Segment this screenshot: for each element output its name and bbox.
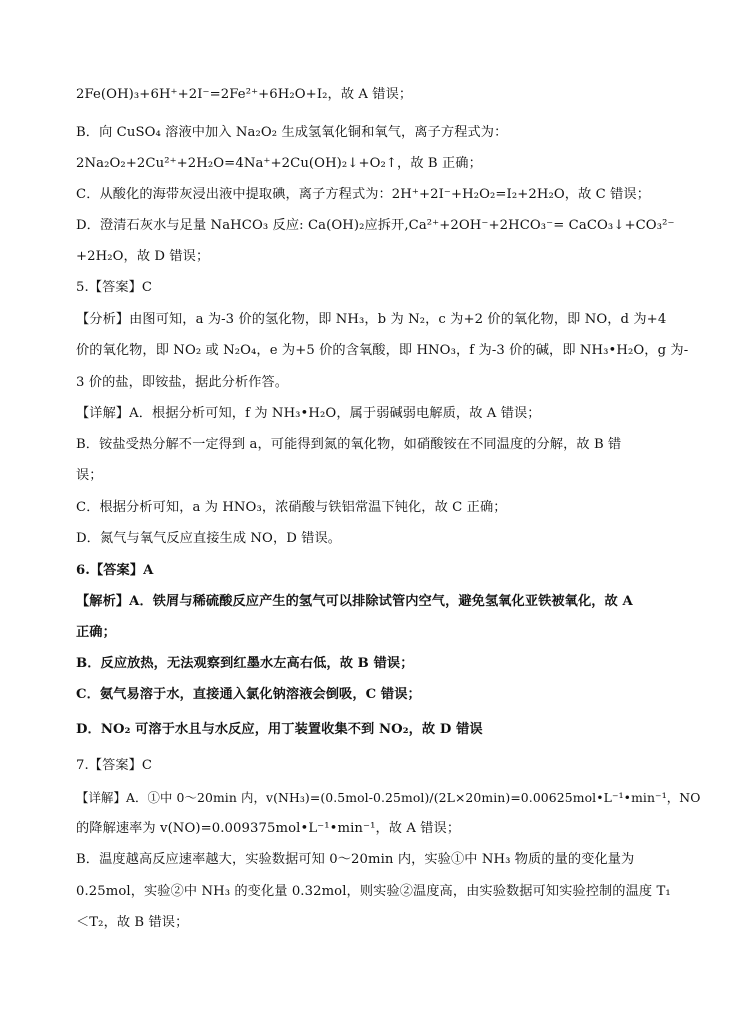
text-line: 2Fe(OH)₃+6H⁺+2I⁻=2Fe²⁺+6H₂O+I₂，故 A 错误； <box>76 87 413 102</box>
text-line: +2H₂O，故 D 错误； <box>76 249 210 264</box>
text-line: 误； <box>76 468 103 483</box>
answer-heading: 5.【答案】C <box>76 280 153 295</box>
text-line: B．铵盐受热分解不一定得到 a，可能得到氮的氧化物，如硝酸铵在不同温度的分解，故 B 错 <box>76 437 622 452</box>
text-line: D．氮气与氧气反应直接生成 NO，D 错误。 <box>76 531 342 546</box>
text-line: B．反应放热，无法观察到红墨水左高右低，故 B 错误； <box>76 656 414 671</box>
answer-heading: 6.【答案】A <box>76 563 154 578</box>
text-line: B．温度越高反应速率越大，实验数据可知 0～20min 内，实验①中 NH₃ 物质的量的变化量为 <box>76 852 635 867</box>
text-line: 【解析】A．铁屑与稀硫酸反应产生的氢气可以排除试管内空气，避免氢氧化亚铁被氧化，故 A <box>76 594 633 609</box>
text-line: 正确； <box>76 625 116 640</box>
text-line: D．澄清石灰水与足量 NaHCO₃ 反应: Ca(OH)₂应拆开,Ca²⁺+2OH⁻+2HCO₃⁻= CaCO₃↓+CO₃²⁻ <box>76 218 675 233</box>
text-line: C．根据分析可知，a 为 HNO₃，浓硝酸与铁铝常温下钝化，故 C 正确； <box>76 500 507 515</box>
text-line: 0.25mol，实验②中 NH₃ 的变化量 0.32mol，则实验②温度高，由实验数据可知实验控制的温度 T₁ <box>76 884 671 899</box>
text-line: 【详解】A．①中 0～20min 内，v(NH₃)=(0.5mol-0.25mol)/(2L×20min)=0.00625mol•L⁻¹•min⁻¹，NO <box>76 790 701 805</box>
text-line: C．从酸化的海带灰浸出液中提取碘，离子方程式为：2H⁺+2I⁻+H₂O₂=I₂+2H₂O，故 C 错误； <box>76 187 650 202</box>
text-line: ＜T₂，故 B 错误； <box>76 915 189 930</box>
text-line: 【分析】由图可知，a 为-3 价的氢化物，即 NH₃，b 为 N₂，c 为+2 价的氧化物，即 NO，d 为+4 <box>76 312 667 327</box>
text-line: B．向 CuSO₄ 溶液中加入 Na₂O₂ 生成氢氧化铜和氧气，离子方程式为： <box>76 125 508 140</box>
answer-heading: 7.【答案】C <box>76 758 153 773</box>
text-line: 价的氧化物，即 NO₂ 或 N₂O₄，e 为+5 价的含氧酸，即 HNO₃，f 为-3 价的碱，即 NH₃•H₂O，g 为- <box>76 343 689 358</box>
text-line: 的降解速率为 v(NO)=0.009375mol•L⁻¹•min⁻¹，故 A 错误； <box>76 821 461 836</box>
text-line: 3 价的盐，即铵盐，据此分析作答。 <box>76 375 289 390</box>
text-line: 【详解】A．根据分析可知，f 为 NH₃•H₂O，属于弱碱弱电解质，故 A 错误； <box>76 406 541 421</box>
text-line: C．氨气易溶于水，直接通入氯化钠溶液会倒吸，C 错误； <box>76 687 421 702</box>
text-line: D．NO₂ 可溶于水且与水反应，用丁装置收集不到 NO₂，故 D 错误 <box>76 722 483 737</box>
text-line: 2Na₂O₂+2Cu²⁺+2H₂O=4Na⁺+2Cu(OH)₂↓+O₂↑，故 B 正确； <box>76 156 482 171</box>
